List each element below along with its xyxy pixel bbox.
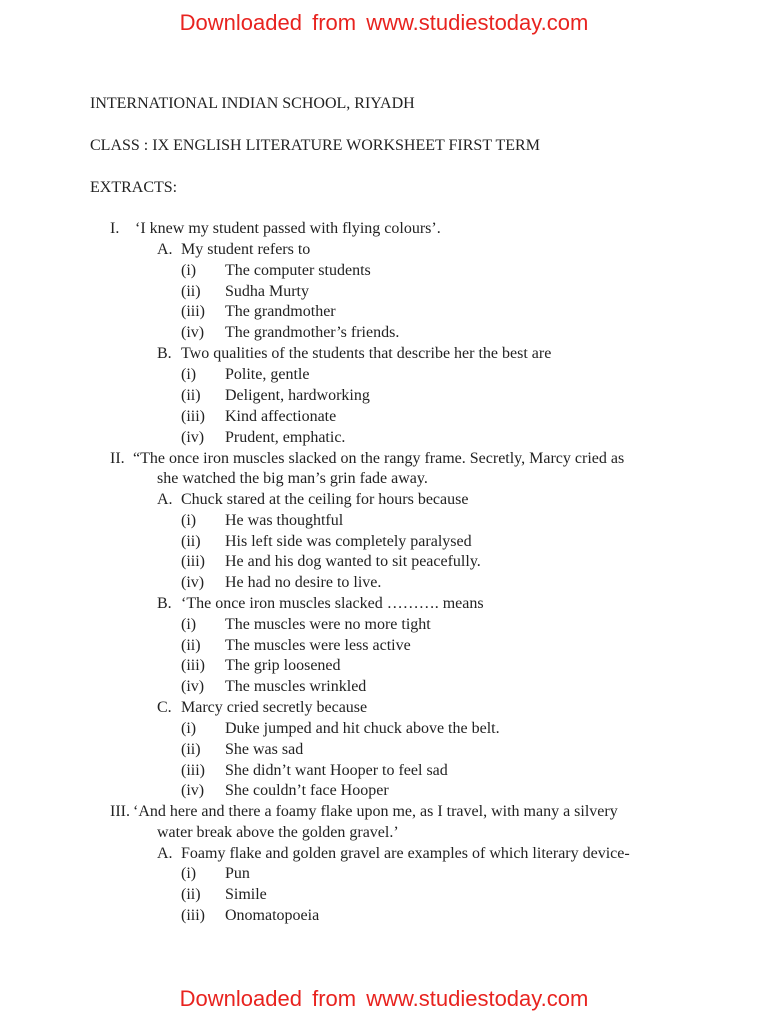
option-text: His left side was completely paralysed [225,533,472,550]
option-text: The computer students [225,262,371,279]
extract-quote-line: ‘I knew my student passed with flying colours’. [135,220,441,237]
option-number: (iv) [181,574,205,591]
option-text: He had no desire to live. [225,574,382,591]
option-text: The muscles were no more tight [225,616,431,633]
option-number: (iii) [181,408,205,425]
option-number: (iv) [181,324,205,341]
download-banner-bottom: Downloaded from www.studiestoday.com [179,986,589,1011]
option-number: (i) [181,512,197,529]
question-text: My student refers to [181,241,311,258]
option-number: (ii) [181,533,201,550]
option-text: Kind affectionate [225,408,337,425]
option-number: (i) [181,262,197,279]
question-text: Two qualities of the students that describe her the best are [181,345,552,362]
question-letter: B. [157,345,172,362]
option-number: (i) [181,616,197,633]
option-text: He and his dog wanted to sit peacefully. [225,553,481,570]
option-text: Pun [225,865,250,882]
option-text: Prudent, emphatic. [225,429,346,446]
extract-quote-line: “The once iron muscles slacked on the rangy frame. Secretly, Marcy cried as [133,450,625,467]
option-text: The grip loosened [225,657,341,674]
option-text: Duke jumped and hit chuck above the belt. [225,720,500,737]
question-text: Foamy flake and golden gravel are examples of which literary device- [181,845,630,862]
option-text: The muscles were less active [225,637,411,654]
extract-quote-line: ‘And here and there a foamy flake upon me, as I travel, with many a silvery [133,803,618,820]
option-number: (i) [181,366,197,383]
option-number: (iii) [181,303,205,320]
option-text: She was sad [225,741,304,758]
option-text: Onomatopoeia [225,907,320,924]
option-text: The grandmother [225,303,336,320]
question-text: Marcy cried secretly because [181,699,368,716]
option-text: Deligent, hardworking [225,387,370,404]
question-letter: C. [157,699,172,716]
option-text: The grandmother’s friends. [225,324,400,341]
option-number: (iv) [181,782,205,799]
option-number: (ii) [181,283,201,300]
question-letter: A. [157,241,173,258]
question-text: ‘The once iron muscles slacked ………. means [181,595,484,612]
option-number: (iii) [181,762,205,779]
option-text: She couldn’t face Hooper [225,782,389,799]
option-number: (ii) [181,637,201,654]
option-number: (iii) [181,553,205,570]
class-line: CLASS : IX ENGLISH LITERATURE WORKSHEET FIRST TERM [90,137,540,154]
extract-numeral: I. [110,220,120,237]
extract-numeral: II. [110,450,125,467]
section-title: EXTRACTS: [90,179,178,196]
option-number: (ii) [181,387,201,404]
option-text: Simile [225,886,267,903]
option-text: He was thoughtful [225,512,344,529]
extract-quote-line: water break above the golden gravel.’ [157,824,399,841]
option-text: Polite, gentle [225,366,310,383]
option-number: (iii) [181,907,205,924]
extract-quote-line: she watched the big man’s grin fade away. [157,470,428,487]
option-number: (i) [181,720,197,737]
option-number: (ii) [181,886,201,903]
option-number: (i) [181,865,197,882]
download-banner-top: Downloaded from www.studiestoday.com [179,10,589,35]
school-name: INTERNATIONAL INDIAN SCHOOL, RIYADH [90,95,415,112]
option-number: (iv) [181,429,205,446]
option-number: (iii) [181,657,205,674]
question-text: Chuck stared at the ceiling for hours because [181,491,469,508]
option-text: She didn’t want Hooper to feel sad [225,762,448,779]
extract-numeral: III. [110,803,130,820]
question-letter: A. [157,491,173,508]
option-number: (ii) [181,741,201,758]
option-number: (iv) [181,678,205,695]
option-text: The muscles wrinkled [225,678,367,695]
question-letter: A. [157,845,173,862]
option-text: Sudha Murty [225,283,309,300]
question-letter: B. [157,595,172,612]
